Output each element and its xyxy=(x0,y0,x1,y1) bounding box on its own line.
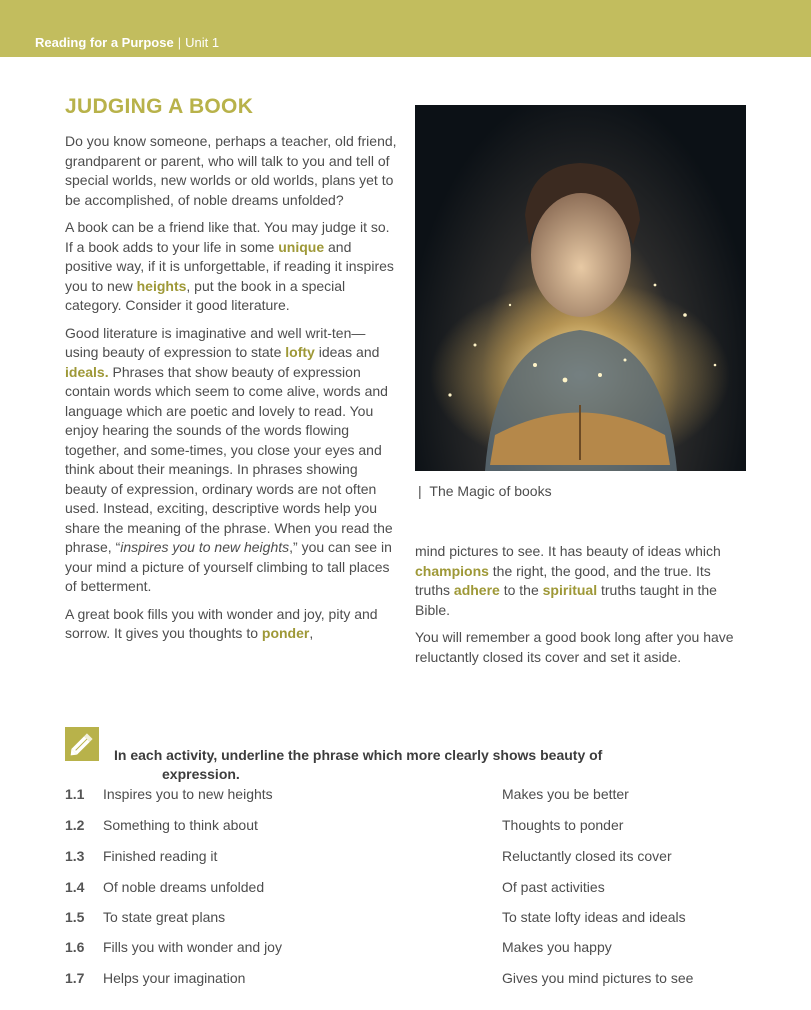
paragraph-2 xyxy=(65,218,397,316)
option-b[interactable]: To state lofty ideas and ideals xyxy=(502,909,686,925)
paragraph-6: You will remember a good book long after you have reluctantly closed its cover and set it aside. xyxy=(415,629,734,665)
item-number: 1.5 xyxy=(65,909,85,925)
right-column xyxy=(415,542,747,675)
paragraph-1: Do you know someone, perhaps a teacher, old friend, grandparent or parent, who will talk to you and tell of special worlds, new worlds or old worlds, plans yet to be accomplished, of noble dreams unfolded? xyxy=(65,133,397,208)
activity-item xyxy=(65,817,765,839)
activity-item xyxy=(65,848,765,870)
item-number: 1.1 xyxy=(65,786,85,802)
text-run: ideas and xyxy=(314,344,380,360)
keyword: champions xyxy=(415,562,489,579)
item-number: 1.7 xyxy=(65,970,85,986)
option-b[interactable]: Gives you mind pictures to see xyxy=(502,970,694,986)
option-b[interactable]: Thoughts to ponder xyxy=(502,817,624,833)
text-run: the right, the good, and the true. Its truths xyxy=(415,562,711,598)
keyword: unique xyxy=(278,238,325,255)
left-column xyxy=(65,132,397,652)
option-b[interactable]: Reluctantly closed its cover xyxy=(502,848,672,864)
text-run: Phrases that show beauty of expression contain words which seem to come alive, words and language which are poetic and lovely to read. You enjoy hearing the sounds of the words flowing together, and some-times, you close your eyes and think about their meanings. In phrases showing beauty of expression, ordinary words are not often used. Instead, exciting, descriptive words help you share the meaning of the phrase. When you read the phrase, “ xyxy=(65,363,393,555)
page-title: JUDGING A BOOK xyxy=(65,95,254,118)
text-run: A great book fills you with wonder and joy, pity and sorrow. It gives you thoughts to xyxy=(65,605,378,641)
option-a[interactable]: Helps your imagination xyxy=(103,970,246,986)
text-run: Good literature is imaginative and well writ-ten—using beauty of expression to state xyxy=(65,324,366,360)
text-run: and positive way, if it is unforgettable, if reading it inspires you to new xyxy=(65,238,394,294)
option-b[interactable]: Makes you happy xyxy=(502,939,612,955)
text-run: ,” you can see in your mind a picture of yourself climbing to tall places of betterment. xyxy=(65,539,392,594)
header-bar xyxy=(0,0,811,57)
header-label xyxy=(35,35,219,50)
item-number: 1.2 xyxy=(65,817,85,833)
instruction-line-2: expression. xyxy=(162,766,240,782)
text-run: , xyxy=(309,625,314,641)
activity-item xyxy=(65,786,765,808)
activity-item xyxy=(65,970,765,992)
item-number: 1.3 xyxy=(65,848,85,864)
keyword: ponder xyxy=(261,625,310,641)
activity-item xyxy=(65,909,765,931)
caption-bar: | xyxy=(418,483,422,499)
instruction-line-1: In each activity, underline the phrase which more clearly shows beauty of xyxy=(114,747,603,763)
option-a[interactable]: Of noble dreams unfolded xyxy=(103,879,265,895)
section-title: Reading for a Purpose xyxy=(35,35,174,50)
option-a[interactable]: Finished reading it xyxy=(103,848,218,864)
paragraph-4 xyxy=(65,605,397,644)
keyword: lofty xyxy=(285,344,315,360)
keyword: adhere xyxy=(453,582,500,598)
text-run: A book can be a friend like that. You may judge it so. If a book adds to your life in some xyxy=(65,219,390,255)
option-b[interactable]: Makes you be better xyxy=(502,786,629,802)
activity-instruction xyxy=(114,746,704,784)
header-separator: | xyxy=(177,35,182,50)
paragraph-3 xyxy=(65,324,397,597)
caption-text: The Magic of books xyxy=(429,483,552,499)
pencil-icon xyxy=(65,727,99,761)
text-run: truths taught in the Bible. xyxy=(415,582,717,618)
keyword: spiritual xyxy=(542,582,598,598)
text-run: , put the book in a special category. Consider it good literature. xyxy=(65,277,346,313)
keyword: ideals. xyxy=(65,363,109,380)
option-b[interactable]: Of past activities xyxy=(502,879,605,895)
item-number: 1.4 xyxy=(65,879,85,895)
photo-caption xyxy=(418,483,552,499)
photo-illustration xyxy=(415,105,746,471)
option-a[interactable]: Inspires you to new heights xyxy=(103,786,273,802)
keyword: heights xyxy=(136,277,187,294)
option-a[interactable]: Something to think about xyxy=(103,817,258,833)
option-a[interactable]: To state great plans xyxy=(103,909,226,925)
text-run: mind pictures to see. It has beauty of ideas which xyxy=(415,543,721,559)
option-a[interactable]: Fills you with wonder and joy xyxy=(103,939,282,955)
item-number: 1.6 xyxy=(65,939,85,955)
italic-phrase: inspires you to new heights xyxy=(120,539,290,555)
activity-item xyxy=(65,879,765,901)
activity-item xyxy=(65,939,765,961)
text-run: to the xyxy=(499,582,543,598)
unit-label: Unit 1 xyxy=(185,35,220,50)
boy-reading-photo xyxy=(415,105,746,471)
paragraph-5 xyxy=(415,542,747,620)
